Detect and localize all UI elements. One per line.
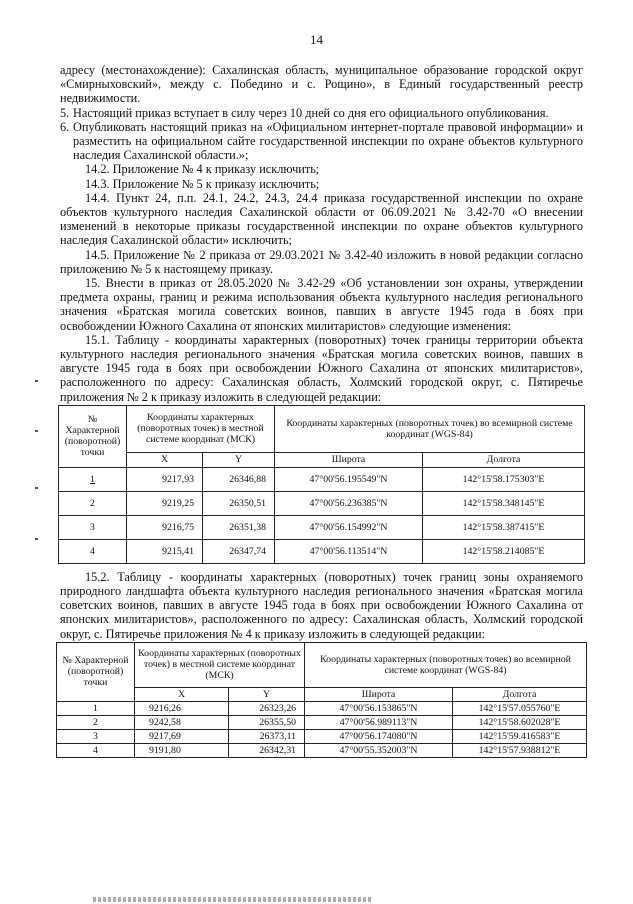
item-5 xyxy=(60,106,583,120)
paragraph-15-2: 15.2. Таблицу - координаты характерных (поворотных) точек границ зоны охраняемого природного ландшафта объекта культурного наследия регионального значения «Братская могила советских воинов, павших в августе 1945 года в боях при освобождении Южного Сахалина от японских милитаристов», расположенного по адресу: Сахалинская область, Холмский городской округ, с. Пятиречье приложения № 4 к приказу изложить в следующей редакции: xyxy=(60,569,583,641)
table2-header-local: Координаты характерных (поворотных точек) в местной системе координат (МСК) xyxy=(135,642,305,687)
table2-header-lon: Долгота xyxy=(453,687,587,701)
latitude: 47°00'55.352003"N xyxy=(305,743,453,757)
table-row xyxy=(57,743,587,757)
document-body xyxy=(60,63,583,758)
paragraph-14-4: 14.4. Пункт 24, п.п. 24.1, 24.2, 24.3, 24.4 приказа государственной инспекции по охране объектов культурного наследия Сахалинской области от 06.09.2021 № 3.42-70 «О внесении изменений в некоторые приказы государственной инспекции по охране объектов культурного наследия Сахалинской области» исключить; xyxy=(60,190,583,248)
item-6-text: Опубликовать настоящий приказ на «Официальном интернет-портале правовой информации» и разместить на официальном сайте государственной инспекции по охране объектов культурного наследия Сахалинской области.»; xyxy=(73,119,583,163)
table-row xyxy=(57,701,587,715)
table1-header-local: Координаты характерных (поворотных точек) в местной системе координат (МСК) xyxy=(127,405,275,452)
latitude: 47°00'56.113514"N xyxy=(275,539,423,563)
coord-y: 26323,26 xyxy=(229,701,305,715)
table1-header-x: X xyxy=(127,452,203,467)
margin-mark xyxy=(35,430,38,432)
coord-y: 26342,31 xyxy=(229,743,305,757)
longitude: 142°15'58.602028"E xyxy=(453,715,587,729)
latitude: 47°00'56.153865"N xyxy=(305,701,453,715)
coord-x: 9242,58 xyxy=(135,715,229,729)
table2-header-y: Y xyxy=(229,687,305,701)
table-row xyxy=(59,515,585,539)
latitude: 47°00'56.236385"N xyxy=(275,491,423,515)
point-number: 3 xyxy=(57,729,135,743)
item-5-text: Настоящий приказ вступает в силу через 10 дней со дня его официального опубликования. xyxy=(73,105,549,120)
paragraph-14-3: 14.3. Приложение № 5 к приказу исключить; xyxy=(85,176,320,191)
longitude: 142°15'58.387415"E xyxy=(423,515,585,539)
margin-mark xyxy=(35,380,38,382)
latitude: 47°00'56.174080"N xyxy=(305,729,453,743)
item-6-number: 6. xyxy=(60,119,70,134)
coordinates-table-territory xyxy=(58,405,585,564)
coord-y: 26355,50 xyxy=(229,715,305,729)
longitude: 142°15'58.175303"E xyxy=(423,467,585,491)
table1-header-lat: Широта xyxy=(275,452,423,467)
coord-y: 26347,74 xyxy=(203,539,275,563)
margin-mark xyxy=(35,487,38,489)
point-number: 2 xyxy=(57,715,135,729)
coord-x: 9217,69 xyxy=(135,729,229,743)
paragraph-14-5: 14.5. Приложение № 2 приказа от 29.03.2021 № 3.42-40 изложить в новой редакции согласно приложению № 5 к настоящему приказу. xyxy=(60,247,583,276)
table1-header-point: № Характерной (поворотной) точки xyxy=(59,405,127,467)
paragraph-15: 15. Внести в приказ от 28.05.2020 № 3.42-29 «Об установлении зон охраны, утверждении предмета охраны, границ и режима использования объекта культурного наследия регионального значения «Братская могила советских воинов, павших в августе 1945 года в боях при освобождении Южного Сахалина от японских милитаристов» следующие изменения: xyxy=(60,276,583,333)
scan-artifact xyxy=(93,897,373,902)
point-number: 3 xyxy=(59,515,127,539)
table2-header-wgs: Координаты характерных (поворотных точек) во всемирной системе координат (WGS-84) xyxy=(305,642,587,687)
point-number: 1 xyxy=(57,701,135,715)
point-number: 4 xyxy=(57,743,135,757)
longitude: 142°15'57.055760"E xyxy=(453,701,587,715)
coord-y: 26350,51 xyxy=(203,491,275,515)
coord-y: 26346,88 xyxy=(203,467,275,491)
point-number: 1 xyxy=(59,467,127,491)
margin-mark xyxy=(35,538,38,540)
table2-header-lat: Широта xyxy=(305,687,453,701)
paragraph-15-1: 15.1. Таблицу - координаты характерных (поворотных) точек границы территории объекта культурного наследия регионального значения «Братская могила советских воинов, павших в августе 1945 года в боях при освобождении Южного Сахалина от японских милитаристов», расположенного по адресу: Сахалинская область, Холмский городской округ, с. Пятиречье приложения № 2 к приказу изложить в следующей редакции: xyxy=(60,332,583,404)
latitude: 47°00'56.195549"N xyxy=(275,467,423,491)
coord-x: 9215,41 xyxy=(127,539,203,563)
table1-header-y: Y xyxy=(203,452,275,467)
longitude: 142°15'57.938812"E xyxy=(453,743,587,757)
table-row xyxy=(57,729,587,743)
item-6 xyxy=(60,120,583,163)
latitude: 47°00'56.989113"N xyxy=(305,715,453,729)
table-row xyxy=(59,539,585,563)
coord-x: 9216,75 xyxy=(127,515,203,539)
table-row xyxy=(59,467,585,491)
coord-y: 26351,38 xyxy=(203,515,275,539)
coord-x: 9219,25 xyxy=(127,491,203,515)
coord-y: 26373,11 xyxy=(229,729,305,743)
point-number: 2 xyxy=(59,491,127,515)
item-5-number: 5. xyxy=(60,105,70,120)
table-row xyxy=(57,715,587,729)
longitude: 142°15'58.214085"E xyxy=(423,539,585,563)
table1-header-lon: Долгота xyxy=(423,452,585,467)
coord-x: 9217,93 xyxy=(127,467,203,491)
coord-x: 9216,26 xyxy=(135,701,229,715)
table2-header-point: № Характерной (поворотной) точки xyxy=(57,642,135,701)
coord-x: 9191,80 xyxy=(135,743,229,757)
point-number: 4 xyxy=(59,539,127,563)
table1-header-wgs: Координаты характерных (поворотных точек) во всемирной системе координат (WGS-84) xyxy=(275,405,585,452)
paragraph-14-2: 14.2. Приложение № 4 к приказу исключить; xyxy=(85,162,320,177)
table-row xyxy=(59,491,585,515)
table2-header-x: X xyxy=(135,687,229,701)
longitude: 142°15'58.348145"E xyxy=(423,491,585,515)
paragraph-address: адресу (местонахождение): Сахалинская область, муниципальное образование городской округ «Смирныховский», между с. Победино и с. Рощино», в Единый государственный реестр недвижимости. xyxy=(60,63,583,106)
page-number: 14 xyxy=(310,32,323,47)
latitude: 47°00'56.154992"N xyxy=(275,515,423,539)
coordinates-table-landscape xyxy=(56,642,587,758)
longitude: 142°15'59.416583"E xyxy=(453,729,587,743)
